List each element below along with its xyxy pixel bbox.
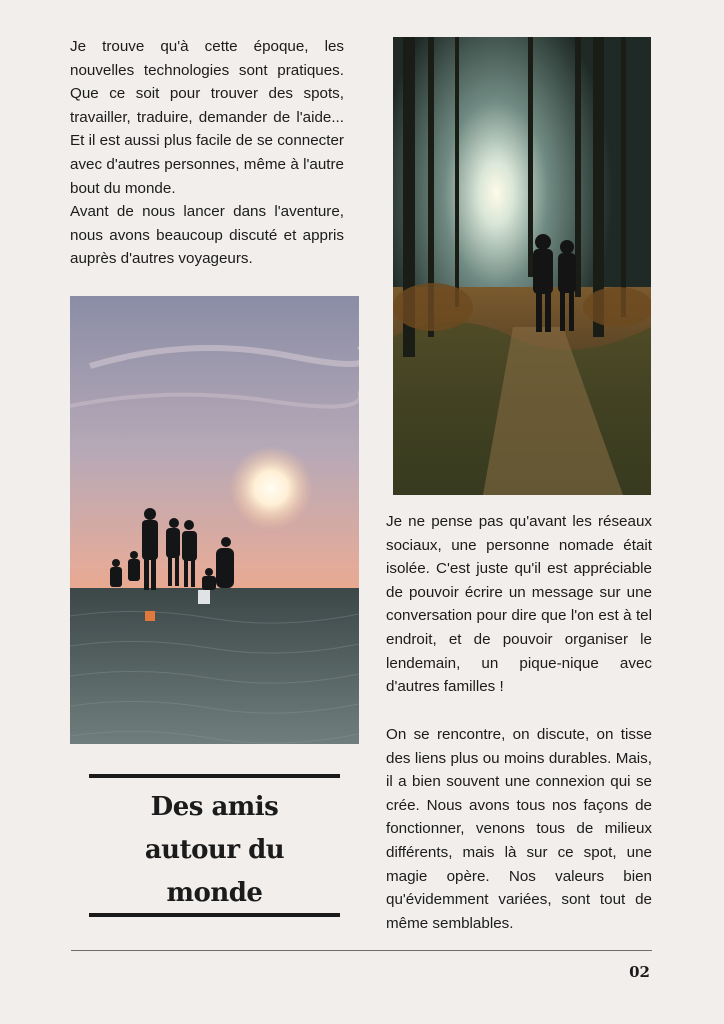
- right-paragraph-2: On se rencontre, on discute, on tisse des liens plus ou moins durables. Mais, il a bien souvent une connexion qui se crée. Nous avons tous nos façons de fonctionner, venons tous de milieux différents, mais là sur ce spot, une magie opère. Nos valeurs bien qu'évidemment variées, sont tout de même semblables.: [386, 726, 652, 932]
- forest-photo: [393, 37, 651, 495]
- intro-paragraph: [70, 35, 344, 271]
- title-rule-top: [89, 774, 340, 778]
- intro-text-2: Avant de nous lancer dans l'aventure, nous avons beaucoup discuté et appris auprès d'autres voyageurs.: [70, 203, 344, 268]
- section-title-line-2: autour du: [144, 835, 285, 865]
- page-number: 02: [629, 963, 650, 981]
- section-title-line-1: Des amis: [150, 792, 279, 822]
- footer-divider: [71, 950, 652, 951]
- intro-text-1: Je trouve qu'à cette époque, les nouvelles technologies sont pratiques. Que ce soit pour trouver des spots, travailler, traduire, demander de l'aide... Et il est aussi plus facile de se connecter avec d'autres personnes, même à l'autre bout du monde.: [70, 38, 344, 197]
- section-title: [89, 786, 340, 915]
- title-rule-bottom: [89, 913, 340, 917]
- beach-sunset-photo: [70, 296, 359, 744]
- right-paragraph-1: Je ne pense pas qu'avant les réseaux sociaux, une personne nomade était isolée. C'est juste qu'il est appréciable de pouvoir écrire un message sur une conversation pour dire que l'on est à tel endroit, et de pouvoir organiser le lendemain, un pique-nique avec d'autres familles !: [386, 513, 652, 696]
- section-title-line-3: monde: [166, 878, 263, 908]
